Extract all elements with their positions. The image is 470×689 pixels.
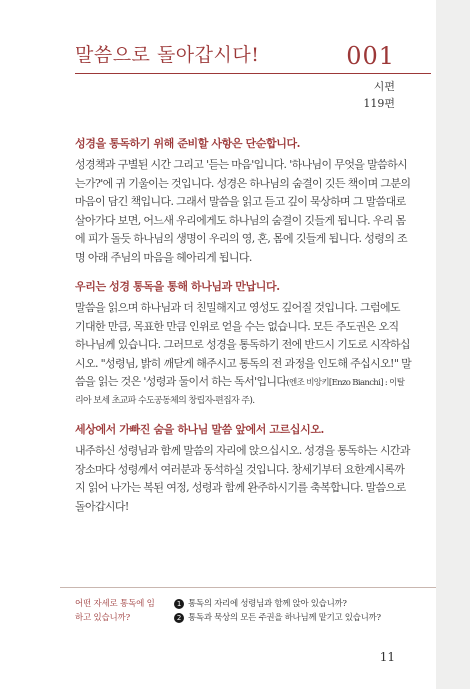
- body-line: 장소마다 성령께서 여러분과 동석하실 것입니다. 창세기부터 요한계시록까: [75, 462, 405, 476]
- body-line: 살아가다 보면, 어느새 우리에게도 하나님의 숨결이 깃들게 됩니다. 우리 몸: [75, 213, 406, 227]
- section-heading: 우리는 성경 통독을 통해 하나님과 만납니다.: [75, 280, 280, 293]
- citation: (엔조 비앙키[Enzo Bianchi] : 이탈: [286, 378, 405, 388]
- footer-divider: [60, 587, 436, 588]
- question-item: [174, 597, 381, 611]
- question-text: 통독의 자리에 성령님과 함께 앉아 있습니까?: [188, 599, 347, 609]
- body-line-with-citation: [75, 373, 431, 392]
- body-line: 내주하신 성령님과 함께 말씀의 자리에 앉으십시오. 성경을 통독하는 시간과: [75, 444, 410, 457]
- body-line: 시오. "성령님, 밝히 깨닫게 해주시고 통독의 전 과정을 인도해 주십시오!" 말: [75, 356, 412, 370]
- body-line: 성경책과 구별된 시간 그리고 '듣는 마음'입니다. '하나님이 무엇을 말씀하시: [75, 158, 408, 171]
- section-1: [75, 135, 431, 267]
- number-bullet-icon: 2: [174, 613, 184, 623]
- body-line: 에 피가 돌듯 하나님의 생명이 우리의 영, 혼, 몸에 깃들게 됩니다. 성령의 조: [75, 232, 408, 245]
- page-edge: [436, 0, 470, 689]
- section-heading: 세상에서 가빠진 숨을 하나님 말씀 앞에서 고르십시오.: [75, 423, 324, 436]
- body-line: 돌아갑시다!: [75, 499, 129, 513]
- question-text: 통독과 묵상의 모든 주권을 하나님께 맡기고 있습니까?: [188, 613, 381, 623]
- scripture-reference: [363, 78, 395, 112]
- body-line: 말씀을 읽으며 하나님과 더 친밀해지고 영성도 깊어질 것입니다. 그럼에도: [75, 301, 400, 314]
- page-number: 11: [379, 650, 395, 664]
- body-line: 지 읽어 나가는 복된 여정, 성령과 함께 완주하시기를 축복합니다. 말씀으로: [75, 481, 406, 494]
- book-name: 시편: [373, 80, 395, 93]
- body-line: 마음이 담긴 책입니다. 그래서 말씀을 읽고 듣고 깊이 묵상하며 그 말씀대로: [75, 195, 406, 208]
- body-line: 명 아래 주님의 마음을 헤아리게 됩니다.: [75, 250, 252, 264]
- reflection-questions: [174, 597, 381, 625]
- reflection-prompt: 어떤 자세로 통독에 임하고 있습니까?: [75, 599, 155, 623]
- section-2: [75, 278, 431, 410]
- question-item: [174, 611, 381, 625]
- body-line: 하나님께 있습니다. 그러므로 성경을 통독하기 전에 반드시 기도로 시작하십: [75, 338, 410, 351]
- number-bullet-icon: 1: [174, 599, 184, 609]
- citation-line: 리아 보세 초교파 수도공동체의 창립자-편집자 주).: [75, 395, 255, 406]
- section-heading: 성경을 통독하기 위해 준비할 사항은 단순합니다.: [75, 137, 301, 150]
- page-title: 말씀으로 돌아갑시다!: [75, 44, 260, 66]
- section-3: [75, 421, 431, 516]
- entry-number: 001: [346, 42, 395, 70]
- chapter-range: 119편: [363, 97, 395, 110]
- title-divider: [75, 73, 431, 74]
- body-line: 는가?'에 귀 기울이는 것입니다. 성경은 하나님의 숨결이 깃든 책이며 그분의: [75, 176, 411, 190]
- body-line: 기대한 만큼, 목표한 만큼 인위로 얻을 수는 없습니다. 모든 주도권은 오직: [75, 319, 399, 333]
- body-text: 씀을 읽는 것은 '성령과 둘이서 하는 독서'입니다: [75, 375, 287, 388]
